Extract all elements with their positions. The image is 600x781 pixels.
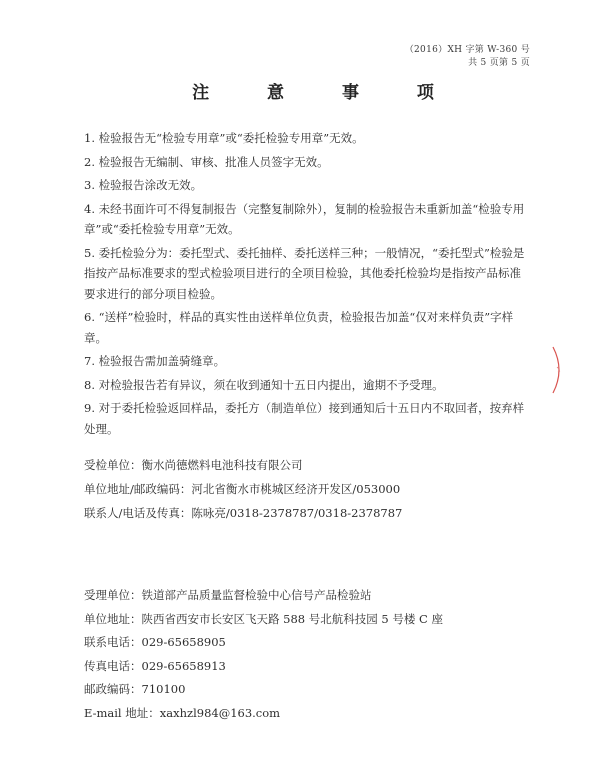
lab-fax-value: 029-65658913 (141, 658, 226, 673)
note-item: 6. “送样”检验时，样品的真实性由送样单位负责，检验报告加盖“仅对来样负责”字样章。 (84, 310, 514, 345)
client-address-row (84, 477, 402, 501)
client-info (84, 453, 402, 525)
note-item: 4. 未经书面许可不得复制报告（完整复制除外），复制的检验报告未重新加盖“检验专用章”或“委托检验专用章”无效。 (84, 201, 525, 236)
perforation-seal-mark (549, 345, 569, 395)
client-contact-row (84, 501, 402, 525)
client-unit-value: 衡水尚德燃料电池科技有限公司 (141, 458, 303, 472)
lab-fax-row (84, 655, 443, 679)
lab-postcode-value: 710100 (141, 682, 186, 696)
lab-unit-value: 铁道部产品质量监督检验中心信号产品检验站 (141, 588, 372, 602)
lab-address-row (84, 608, 443, 632)
lab-address-label: 单位地址： (84, 611, 142, 626)
client-address-label: 单位地址/邮政编码： (84, 482, 192, 496)
note-item: 1. 检验报告无“检验专用章”或“委托检验专用章”无效。 (84, 131, 364, 145)
lab-postcode-row (84, 678, 443, 702)
lab-fax-label: 传真电话： (84, 658, 142, 673)
report-reference (405, 44, 530, 70)
lab-phone-row (84, 631, 443, 655)
note-item: 8. 对检验报告若有异议，须在收到通知十五日内提出，逾期不予受理。 (84, 377, 444, 392)
client-contact-value: 陈咏亮/0318-2378787/0318-2378787 (191, 506, 403, 520)
client-address-value: 河北省衡水市桃城区经济开发区/053000 (191, 482, 401, 496)
lab-phone-value: 029-65658905 (141, 635, 226, 649)
note-item: 2. 检验报告无编制、审核、批准人员签字无效。 (84, 154, 329, 169)
lab-address-value: 陕西省西安市长安区飞天路 588 号北航科技园 5 号楼 C 座 (141, 611, 443, 626)
lab-unit-row (84, 584, 443, 608)
note-item: 9. 对于委托检验返回样品，委托方（制造单位）接到通知后十五日内不取回者，按弃样处理。 (84, 401, 525, 436)
report-number: （2016）XH 字第 W-360 号 (404, 45, 530, 55)
client-unit-label: 受检单位： (84, 458, 142, 472)
lab-postcode-label: 邮政编码： (84, 682, 142, 696)
seal-arc (553, 347, 559, 393)
note-item: 7. 检验报告需加盖骑缝章。 (84, 354, 226, 368)
client-unit-row (84, 453, 402, 477)
notes-list (84, 128, 530, 442)
lab-phone-label: 联系电话： (84, 635, 142, 649)
page-count: 共 5 页第 5 页 (468, 58, 530, 68)
lab-unit-label: 受理单位： (84, 588, 142, 602)
client-contact-label: 联系人/电话及传真： (84, 506, 192, 520)
lab-email-label: E-mail 地址： (84, 705, 160, 720)
note-item: 5. 委托检验分为：委托型式、委托抽样、委托送样三种；一般情况，“委托型式”检验是指按产品标准要求的型式检验项目进行的全项目检验，其他委托检验均是指按产品标准要求进行的部分项目检验。 (84, 245, 525, 301)
lab-email-row (84, 702, 443, 726)
note-item: 3. 检验报告涂改无效。 (84, 178, 203, 192)
page-title: 注 意 事 项 (192, 83, 460, 103)
lab-info (84, 584, 443, 725)
lab-email-value: xaxhzl984@163.com (159, 705, 281, 720)
